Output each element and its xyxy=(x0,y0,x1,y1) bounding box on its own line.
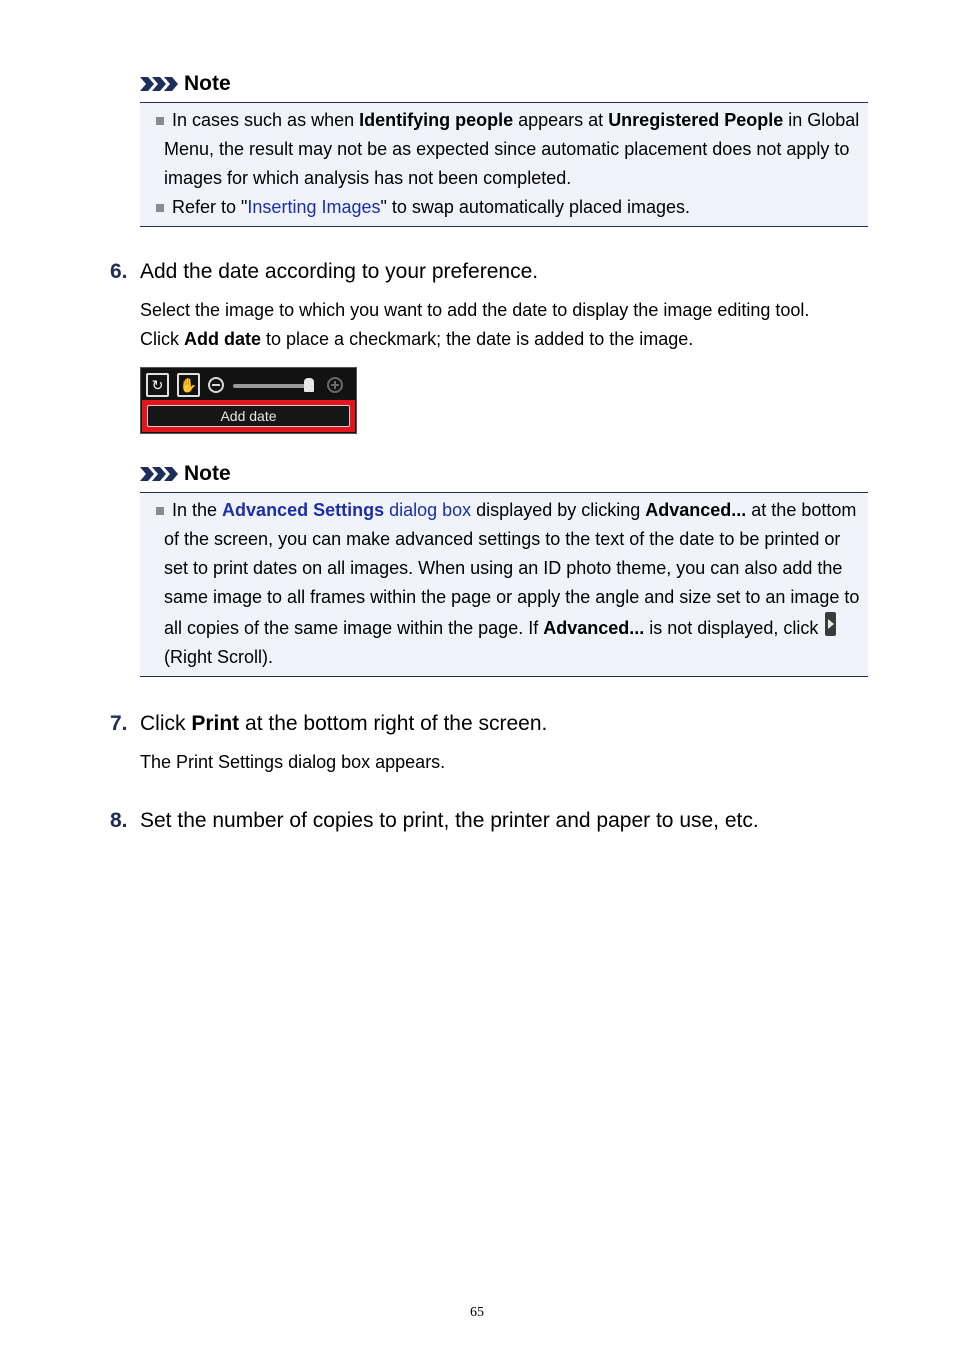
zoom-slider-track[interactable] xyxy=(233,384,313,388)
bullet-icon xyxy=(156,117,164,125)
step-title: Click Print at the bottom right of the screen. xyxy=(140,712,548,735)
right-scroll-icon xyxy=(825,612,836,636)
note-item: In the Advanced Settings dialog box displayed by clicking Advanced... at the bottom of the screen, you can make advanced settings to the text of the date to be printed or set to print dates on all images. When using an ID photo theme, you can also add the same image to all frames within the page or apply the angle and size set to an image to all copies of the same image within the page. If Advanced... is not displayed, click (Right Scroll). xyxy=(164,496,860,672)
note-title: Note xyxy=(184,462,231,485)
add-date-highlight xyxy=(142,400,355,432)
dialog-box-link[interactable]: dialog box xyxy=(384,500,472,520)
add-date-button[interactable]: Add date xyxy=(147,405,350,427)
zoom-in-icon[interactable] xyxy=(327,377,343,393)
note-arrows-icon xyxy=(140,74,180,94)
note-header xyxy=(140,70,231,98)
bullet-icon xyxy=(156,507,164,515)
step-body: Select the image to which you want to add the date to display the image editing tool. Click Add date to place a checkmark; the date is added to the image. xyxy=(140,300,810,349)
zoom-slider-thumb[interactable] xyxy=(304,378,314,392)
page-number: 65 xyxy=(470,1305,484,1320)
step-title: Add the date according to your preference. xyxy=(140,260,539,283)
rotate-icon[interactable]: ↻ xyxy=(146,373,169,397)
image-editing-toolbar xyxy=(140,367,357,434)
bullet-icon xyxy=(156,204,164,212)
note-arrows-icon xyxy=(140,464,180,484)
step-title: Set the number of copies to print, the printer and paper to use, etc. xyxy=(140,809,759,832)
hand-icon[interactable]: ✋ xyxy=(177,373,200,397)
step-number: 8. xyxy=(110,809,128,832)
note-item: In cases such as when Identifying people appears at Unregistered People in Global Menu, the result may not be as expected since automatic placement does not apply to images for which analysis has not been completed. xyxy=(164,106,860,193)
note-box xyxy=(140,102,868,227)
advanced-settings-link[interactable]: Advanced Settings xyxy=(222,500,385,520)
note-item: Refer to "Inserting Images" to swap automatically placed images. xyxy=(164,193,860,222)
note-title: Note xyxy=(184,72,231,95)
inserting-images-link[interactable]: Inserting Images xyxy=(247,197,381,217)
note-header xyxy=(140,460,231,488)
step-number: 7. xyxy=(110,712,128,735)
step-body: The Print Settings dialog box appears. xyxy=(140,752,446,772)
step-number: 6. xyxy=(110,260,128,283)
note-box xyxy=(140,492,868,677)
zoom-out-icon[interactable] xyxy=(208,377,224,393)
